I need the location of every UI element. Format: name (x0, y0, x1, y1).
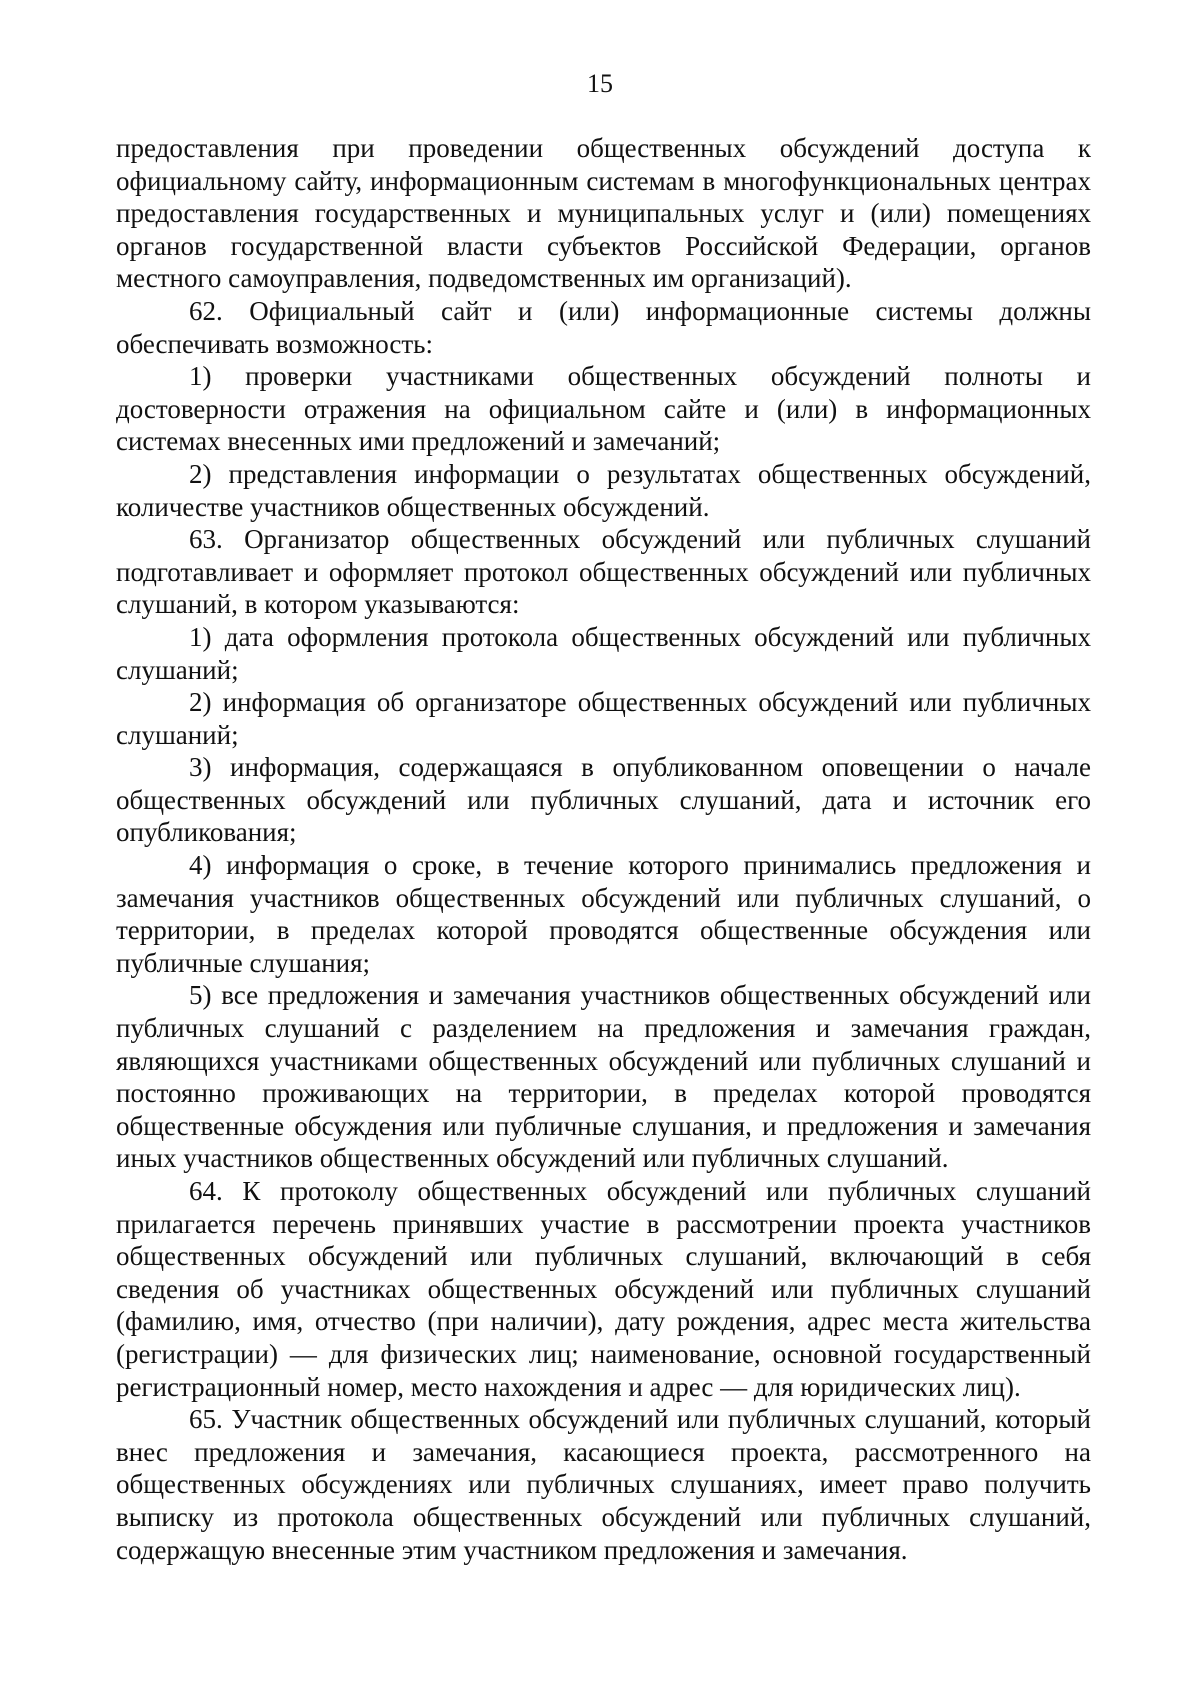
paragraph-item-62: 62. Официальный сайт и (или) информационные системы должны обеспечивать возможность: (116, 295, 1091, 359)
page-number: 15 (587, 69, 613, 98)
paragraph-item-63: 63. Организатор общественных обсуждений или публичных слушаний подготавливает и оформляет протокол общественных обсуждений или публичных слушаний, в котором указываются: (116, 524, 1091, 620)
paragraph-item-63-1: 1) дата оформления протокола общественных обсуждений или публичных слушаний; (116, 621, 1091, 685)
paragraph-item-63-4: 4) информация о сроке, в течение которого принимались предложения и замечания участников общественных обсуждений или публичных слушаний, о территории, в пределах которой проводятся общественные обсуждения или публичные слушания; (116, 850, 1091, 978)
paragraph-item-63-2: 2) информация об организаторе общественных обсуждений или публичных слушаний; (116, 687, 1091, 750)
paragraph-item-64: 64. К протоколу общественных обсуждений или публичных слушаний прилагается перечень принявших участие в рассмотрении проекта участников общественных обсуждений или публичных слушаний, включающий в себя сведения об участниках общественных обсуждений или публичных слушаний (фамилию, имя, отчество (при наличии), дату рождения, адрес места жительства (регистрации) — для физических лиц; наименование, основной государственный регистрационный номер, место нахождения и адрес — для юридических лиц). (116, 1176, 1091, 1402)
document-body (116, 132, 1091, 1566)
paragraph-item-63-3: 3) информация, содержащаяся в опубликованном оповещении о начале общественных обсуждений или публичных слушаний, дата и источник его опубликования; (116, 752, 1091, 848)
paragraph-continuation: предоставления при проведении общественных обсуждений доступа к официальному сайту, информационным системам в многофункциональных центрах предоставления государственных и муниципальных услуг и (или) помещениях органов государственной власти субъектов Российской Федерации, органов местного самоуправления, подведомственных им организаций). (116, 133, 1091, 294)
paragraph-item-62-1: 1) проверки участниками общественных обсуждений полноты и достоверности отражения на официальном сайте и (или) в информационных системах внесенных ими предложений и замечаний; (116, 361, 1091, 457)
paragraph-item-63-5: 5) все предложения и замечания участников общественных обсуждений или публичных слушаний с разделением на предложения и замечания граждан, являющихся участниками общественных обсуждений или публичных слушаний и постоянно проживающих на территории, в пределах которой проводятся общественные обсуждения или публичные слушания, и предложения и замечания иных участников общественных обсуждений или публичных слушаний. (116, 980, 1091, 1174)
paragraph-item-65: 65. Участник общественных обсуждений или публичных слушаний, который внес предложения и замечания, касающиеся проекта, рассмотренного на общественных обсуждениях или публичных слушаниях, имеет право получить выписку из протокола общественных обсуждений или публичных слушаний, содержащую внесенные этим участником предложения и замечания. (116, 1404, 1091, 1565)
paragraph-item-62-2: 2) представления информации о результатах общественных обсуждений, количестве участников общественных обсуждений. (116, 458, 1091, 522)
